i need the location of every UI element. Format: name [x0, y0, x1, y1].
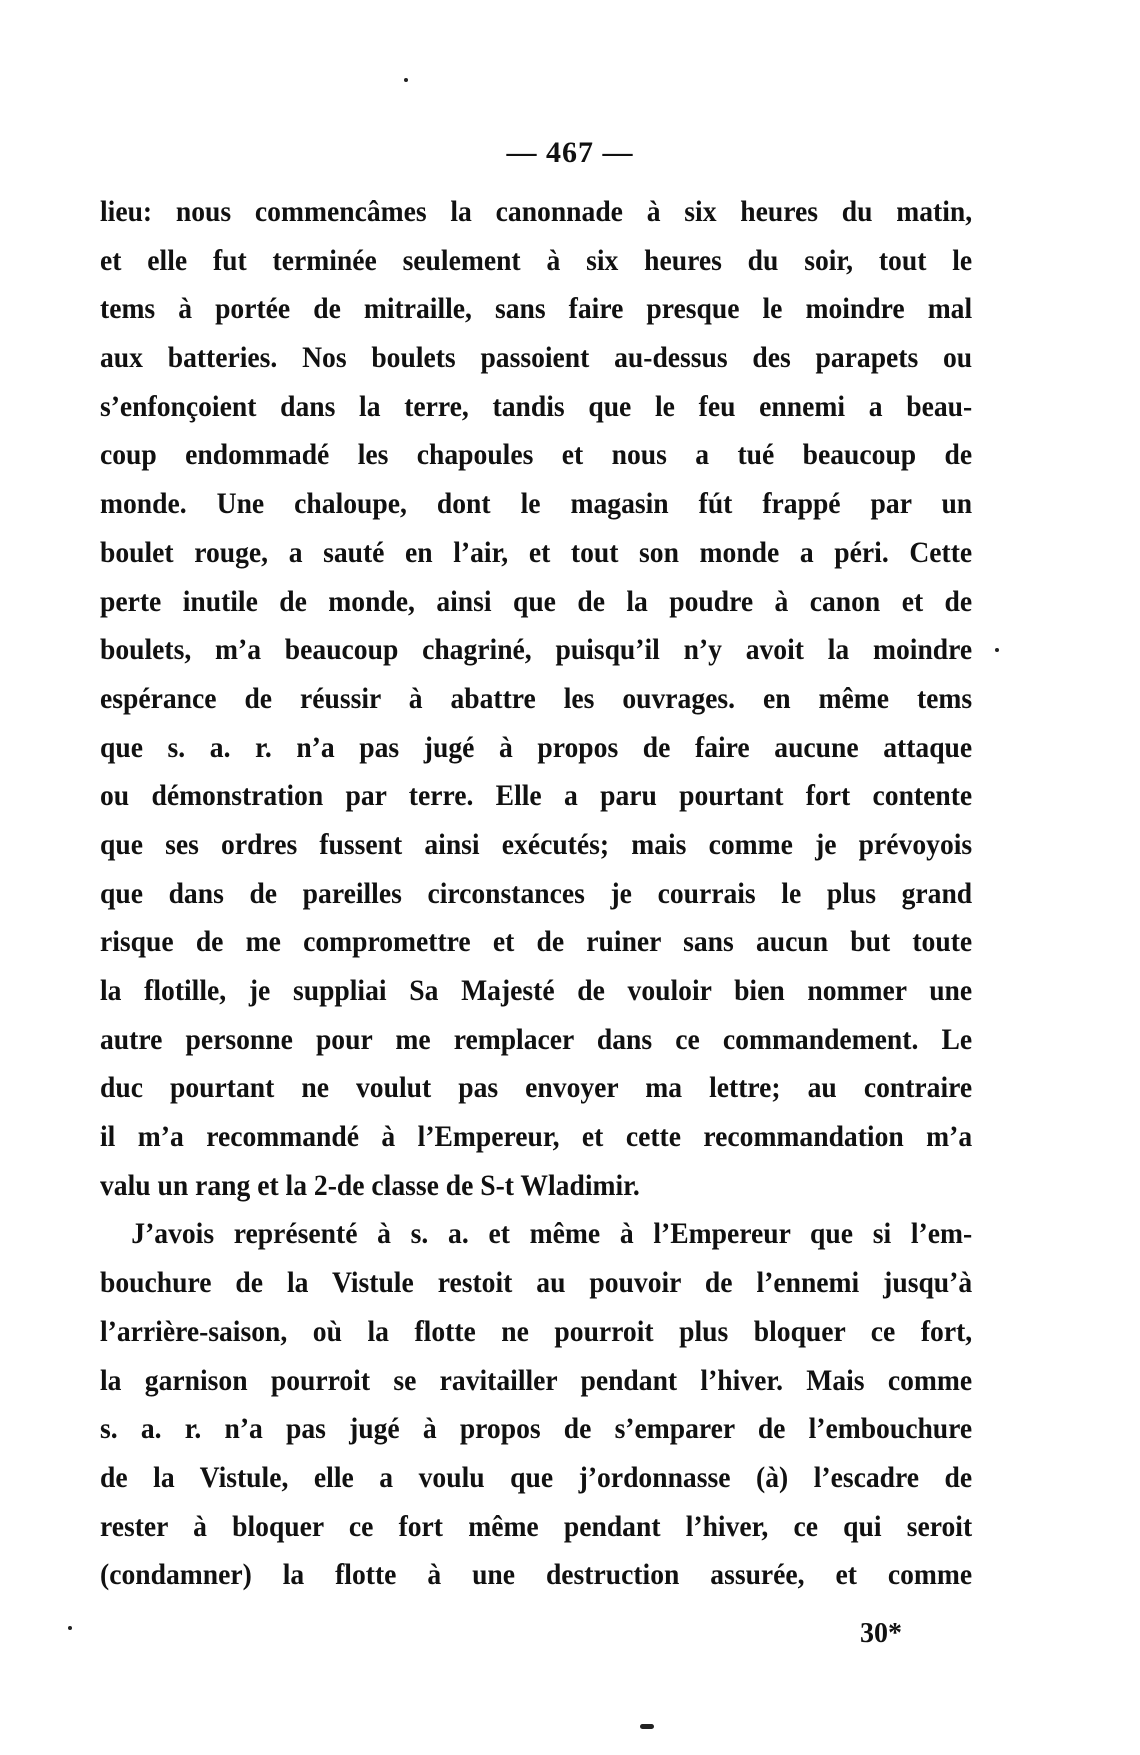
print-speck: [404, 78, 408, 82]
text-line: valu un rang et la 2-de classe de S-t Wladimir.: [100, 1168, 640, 1202]
text-line: que ses ordres fussent ainsi exécutés; mais comme je prévoyois: [100, 827, 973, 861]
text-line: bouchure de la Vistule restoit au pouvoir de l’ennemi jusqu’à: [100, 1266, 973, 1300]
text-line: rester à bloquer ce fort même pendant l’hiver, ce qui seroit: [100, 1509, 973, 1543]
text-line: autre personne pour me remplacer dans ce commandement. Le: [100, 1022, 973, 1056]
text-line: boulets, m’a beaucoup chagriné, puisqu’il n’y avoit la moindre: [100, 633, 973, 667]
text-line: l’arrière-saison, où la flotte ne pourroit plus bloquer ce fort,: [100, 1314, 973, 1348]
text-line: J’avois représenté à s. a. et même à l’Empereur que si l’em-: [131, 1217, 973, 1251]
text-line: la garnison pourroit se ravitailler pendant l’hiver. Mais comme: [100, 1363, 973, 1397]
text-line: boulet rouge, a sauté en l’air, et tout son monde a péri. Cette: [100, 535, 973, 569]
text-line: et elle fut terminée seulement à six heures du soir, tout le: [100, 243, 973, 277]
body-text: [100, 188, 972, 1600]
text-line: s’enfonçoient dans la terre, tandis que le feu ennemi a beau-: [100, 389, 973, 423]
text-line: s. a. r. n’a pas jugé à propos de s’emparer de l’embouchure: [100, 1412, 973, 1446]
text-line: perte inutile de monde, ainsi que de la poudre à canon et de: [100, 584, 973, 618]
text-line: risque de me compromettre et de ruiner sans aucun but toute: [100, 925, 973, 959]
page-number: — 467 —: [506, 136, 634, 169]
text-line: duc pourtant ne voulut pas envoyer ma lettre; au contraire: [100, 1071, 973, 1105]
text-line: lieu: nous commencâmes la canonnade à six heures du matin,: [100, 195, 973, 228]
text-line: coup endommadé les chapoules et nous a tué beaucoup de: [100, 438, 973, 472]
print-speck: [995, 648, 999, 652]
text-line: que dans de pareilles circonstances je courrais le plus grand: [100, 876, 973, 910]
text-line: tems à portée de mitraille, sans faire presque le moindre mal: [100, 292, 973, 326]
text-line: ou démonstration par terre. Elle a paru pourtant fort contente: [100, 779, 973, 813]
text-line: que s. a. r. n’a pas jugé à propos de faire aucune attaque: [100, 730, 973, 764]
print-speck: [640, 1724, 654, 1729]
signature-mark: 30*: [860, 1618, 902, 1649]
text-line: (condamner) la flotte à une destruction assurée, et comme: [100, 1558, 973, 1592]
text-line: de la Vistule, elle a voulu que j’ordonnasse (à) l’escadre de: [100, 1460, 973, 1494]
text-line: aux batteries. Nos boulets passoient au-dessus des parapets ou: [100, 341, 973, 375]
text-line: espérance de réussir à abattre les ouvrages. en même tems: [100, 681, 973, 715]
print-speck: [68, 1626, 72, 1630]
text-line: il m’a recommandé à l’Empereur, et cette recommandation m’a: [100, 1120, 973, 1154]
text-line: monde. Une chaloupe, dont le magasin fút frappé par un: [100, 487, 973, 521]
text-line: la flotille, je suppliai Sa Majesté de vouloir bien nommer une: [100, 974, 973, 1007]
